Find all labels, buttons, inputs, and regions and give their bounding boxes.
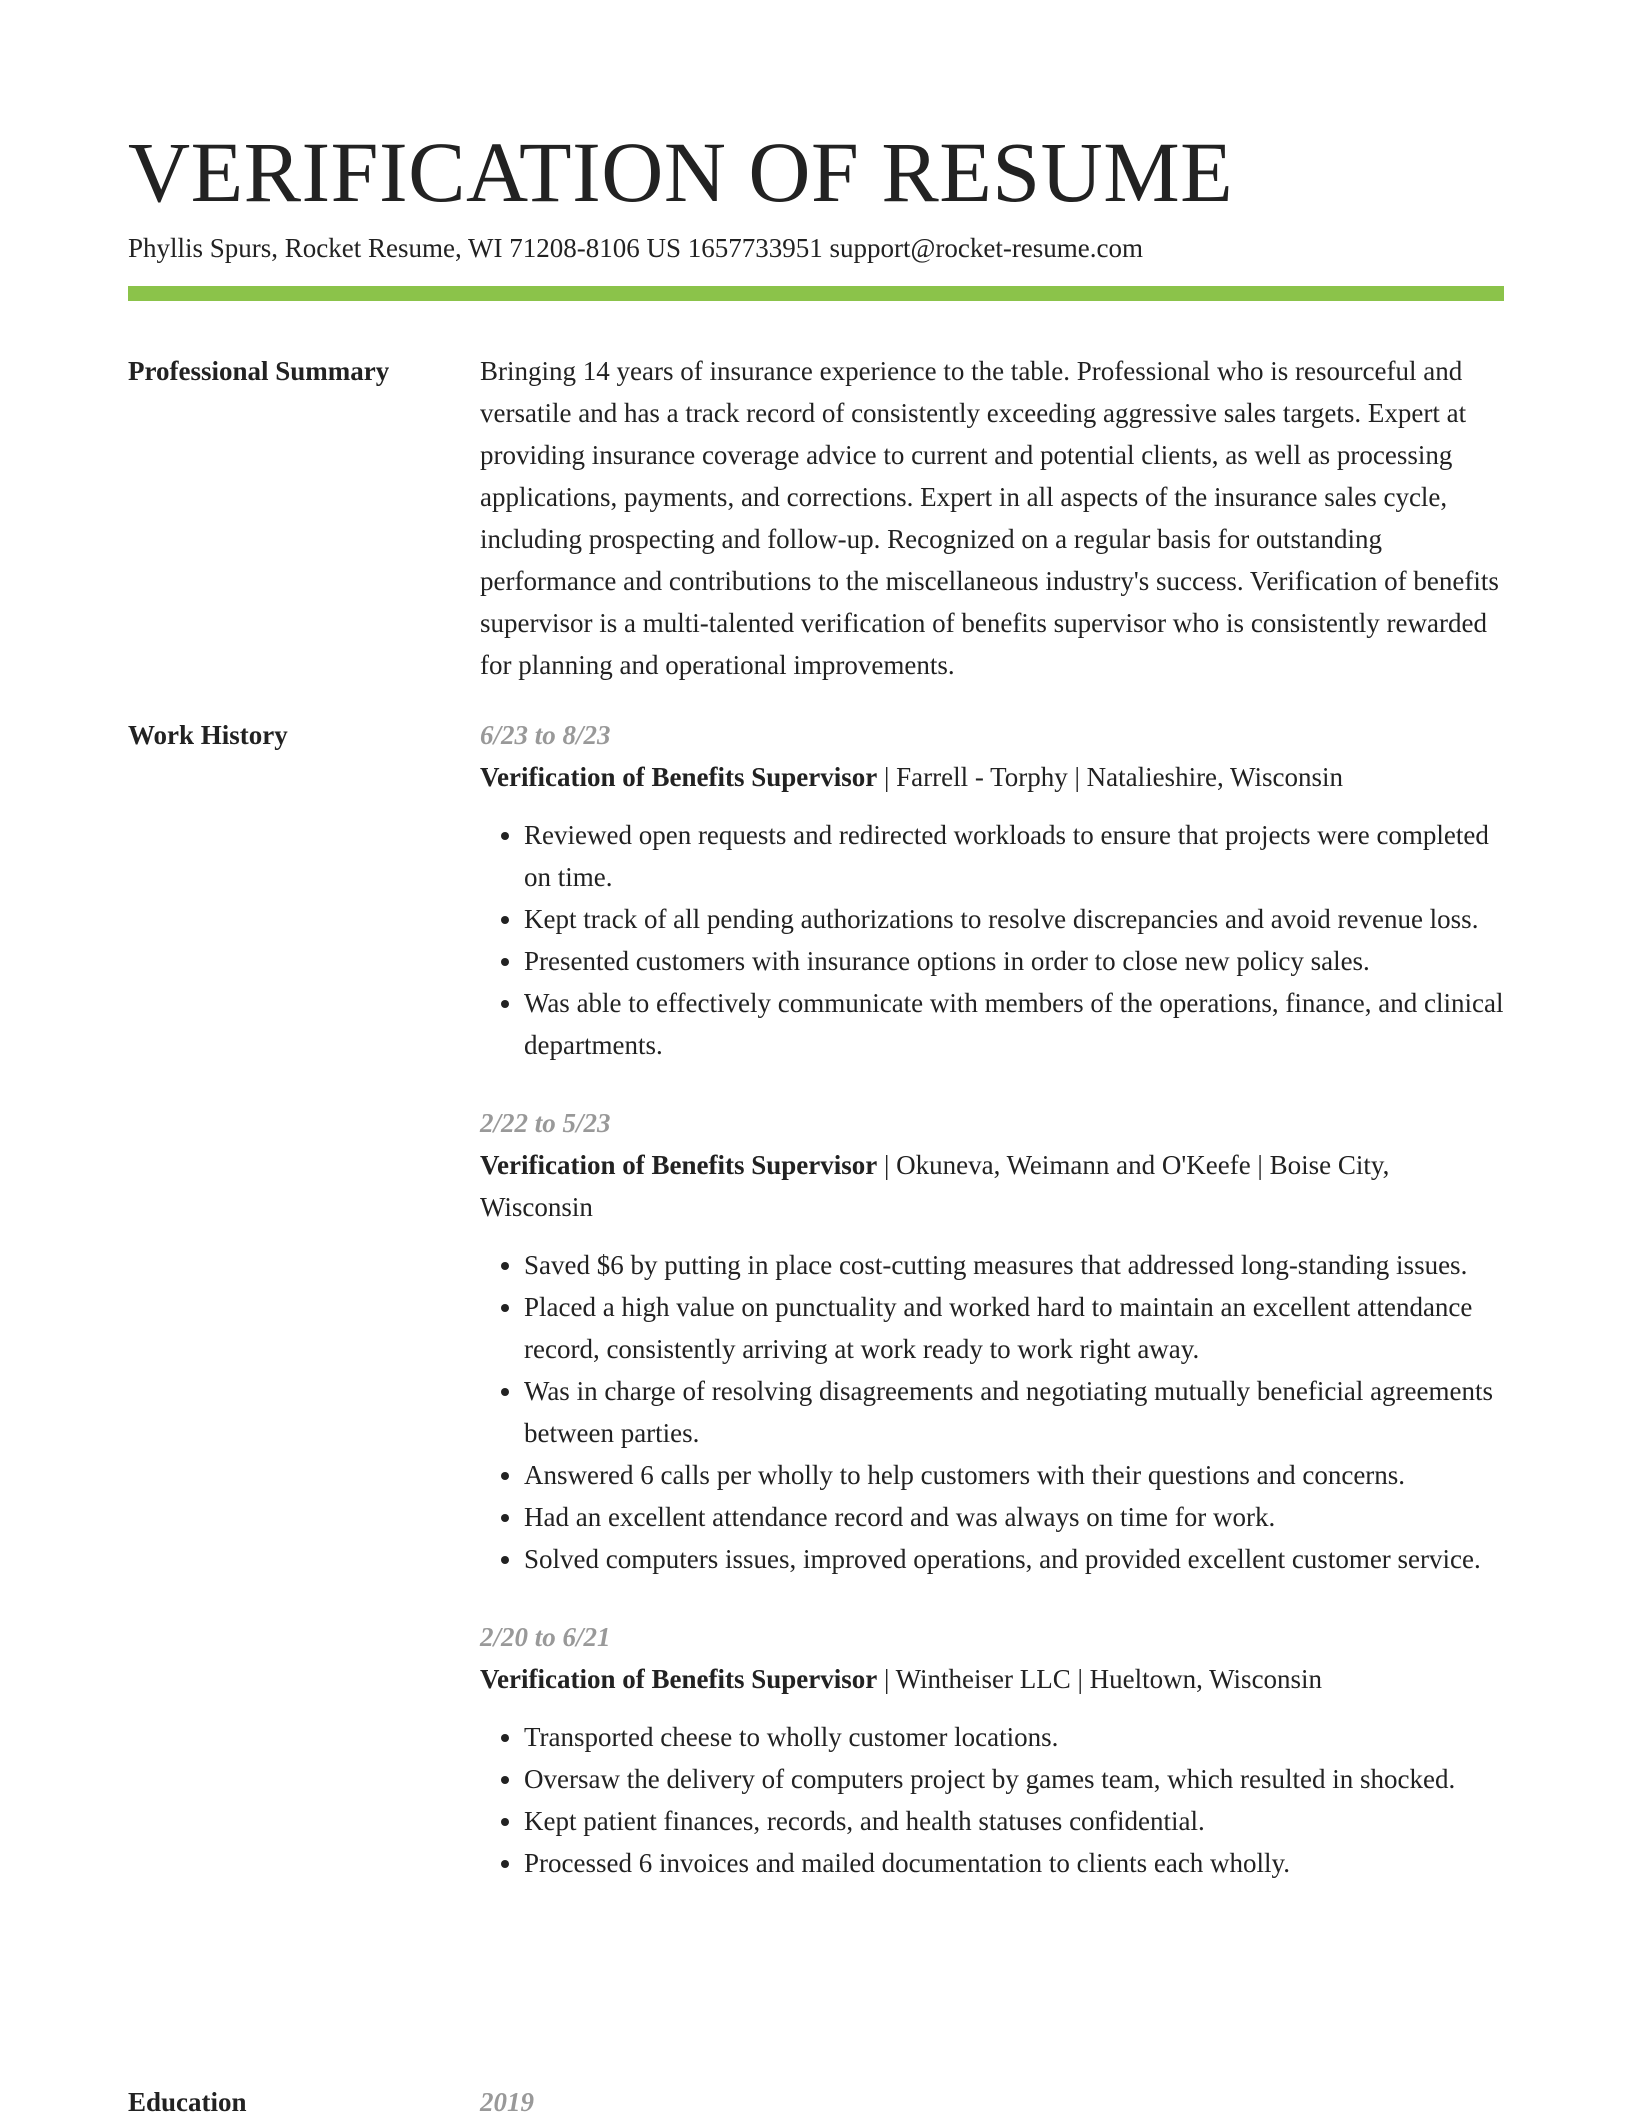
section-label-summary: Professional Summary xyxy=(128,356,390,386)
job-title: Verification of Benefits Supervisor xyxy=(480,762,878,792)
job-bullet: • Solved computers issues, improved operations, and provided excellent customer service. xyxy=(524,1538,1504,1580)
job-bullet: • Answered 6 calls per wholly to help customers with their questions and concerns. xyxy=(524,1454,1504,1496)
job-title: Verification of Benefits Supervisor xyxy=(480,1150,878,1180)
job-bullets xyxy=(480,1244,1504,1580)
contact-line: Phyllis Spurs, Rocket Resume, WI 71208-8106 US 1657733951 support@rocket-resume.com xyxy=(128,233,1144,263)
section-label-work-history: Work History xyxy=(128,720,288,750)
job-bullet: • Kept track of all pending authorizations to resolve discrepancies and avoid revenue loss. xyxy=(524,898,1504,940)
job-dates: 2/20 to 6/21 xyxy=(480,1622,611,1652)
job-title: Verification of Benefits Supervisor xyxy=(480,1664,878,1694)
job-bullet: • Oversaw the delivery of computers project by games team, which resulted in shocked. xyxy=(524,1758,1504,1800)
job-entry xyxy=(480,1616,1504,1884)
education-year: 2019 xyxy=(480,2087,534,2117)
job-heading xyxy=(480,756,1504,798)
job-bullets xyxy=(480,1716,1504,1884)
job-heading xyxy=(480,1658,1504,1700)
accent-divider xyxy=(128,286,1504,301)
job-bullet: • Was in charge of resolving disagreements and negotiating mutually beneficial agreements between parties. xyxy=(524,1370,1504,1454)
job-bullet: • Kept patient finances, records, and health statuses confidential. xyxy=(524,1800,1504,1842)
job-bullet: • Saved $6 by putting in place cost-cutting measures that addressed long-standing issues. xyxy=(524,1244,1504,1286)
job-dates: 2/22 to 5/23 xyxy=(480,1108,611,1138)
job-details: | Farrell - Torphy | Natalieshire, Wisconsin xyxy=(877,762,1343,792)
job-bullet: • Processed 6 invoices and mailed documentation to clients each wholly. xyxy=(524,1842,1504,1884)
job-bullets xyxy=(480,814,1504,1066)
resume-title: VERIFICATION OF RESUME xyxy=(128,124,1234,220)
job-entry xyxy=(480,1102,1504,1580)
job-details: | Okuneva, Weimann and O'Keefe | Boise City, Wisconsin xyxy=(480,1150,1390,1222)
work-history-body xyxy=(480,714,1504,1920)
section-label-education: Education xyxy=(128,2087,247,2117)
job-dates: 6/23 to 8/23 xyxy=(480,720,611,750)
job-heading xyxy=(480,1144,1504,1228)
job-bullet: • Had an excellent attendance record and was always on time for work. xyxy=(524,1496,1504,1538)
summary-body xyxy=(480,350,1504,686)
job-details: | Wintheiser LLC | Hueltown, Wisconsin xyxy=(877,1664,1323,1694)
job-bullet: • Presented customers with insurance options in order to close new policy sales. xyxy=(524,940,1504,982)
summary-text: Bringing 14 years of insurance experience to the table. Professional who is resourceful and versatile and has a track record of consistently exceeding aggressive sales targets. Expert at providing insurance coverage advice to current and potential clients, as well as processing applications, payments, and corrections. Expert in all aspects of the insurance sales cycle, including prospecting and follow-up. Recognized on a regular basis for outstanding performance and contributions to the miscellaneous industry's success. Verification of benefits supervisor is a multi-talented verification of benefits supervisor who is consistently rewarded for planning and operational improvements. xyxy=(480,356,1499,680)
job-bullet: • Placed a high value on punctuality and worked hard to maintain an excellent attendance record, consistently arriving at work ready to work right away. xyxy=(524,1286,1504,1370)
job-bullet: • Reviewed open requests and redirected workloads to ensure that projects were completed on time. xyxy=(524,814,1504,898)
job-entry xyxy=(480,714,1504,1066)
education-body xyxy=(480,2081,1504,2123)
job-bullet: • Transported cheese to wholly customer locations. xyxy=(524,1716,1504,1758)
job-bullet: • Was able to effectively communicate with members of the operations, finance, and clinical departments. xyxy=(524,982,1504,1066)
